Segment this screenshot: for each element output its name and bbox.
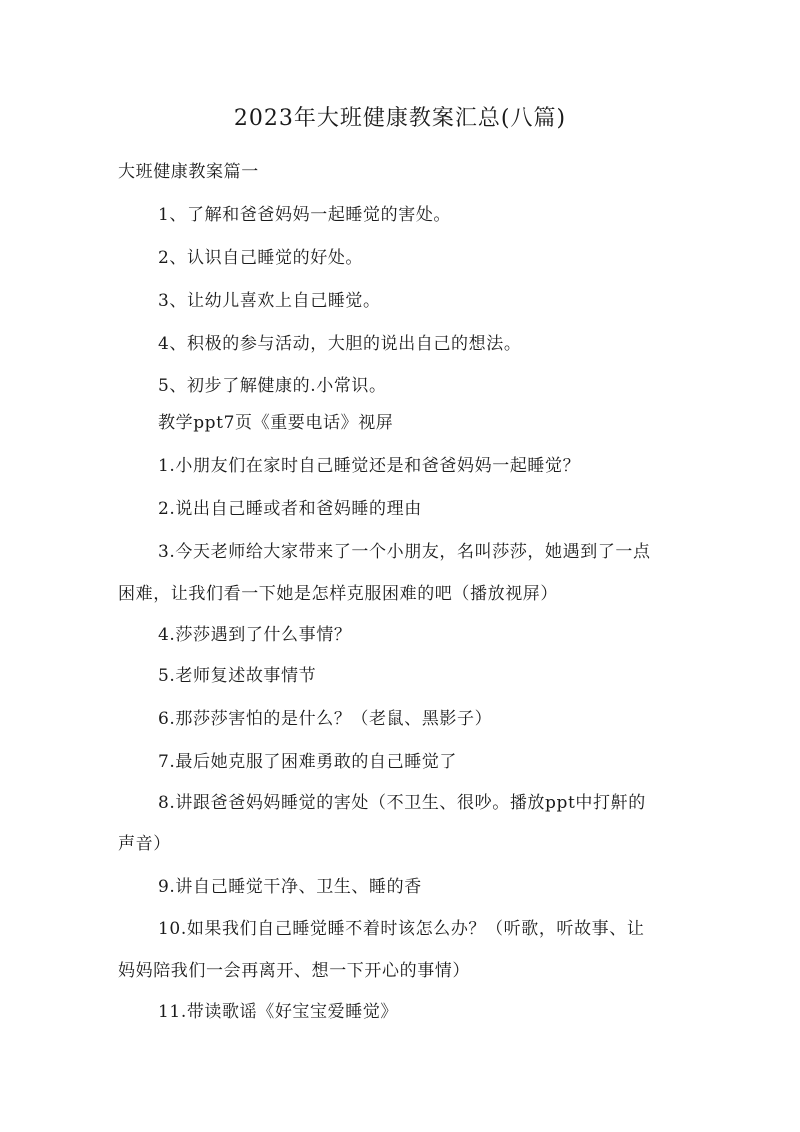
procedure-item: 11.带读歌谣《好宝宝爱睡觉》 — [158, 1002, 399, 1022]
procedure-item: 10.如果我们自己睡觉睡不着时该怎么办？（听歌，听故事、让 — [158, 919, 645, 939]
procedure-item-continued: 妈妈陪我们一会再离开、想一下开心的事情） — [118, 961, 470, 981]
procedure-item: 7.最后她克服了困难勇敢的自己睡觉了 — [158, 752, 458, 772]
objective-item: 4、积极的参与活动，大胆的说出自己的想法。 — [158, 334, 522, 354]
materials-line: 教学ppt7页《重要电话》视屏 — [158, 413, 394, 433]
procedure-item: 3.今天老师给大家带来了一个小朋友，名叫莎莎，她遇到了一点 — [158, 542, 651, 562]
objective-item: 3、让幼儿喜欢上自己睡觉。 — [158, 291, 381, 311]
procedure-item-continued: 声音） — [118, 834, 171, 854]
objective-item: 1、了解和爸爸妈妈一起睡觉的害处。 — [158, 205, 452, 225]
document-title: 2023年大班健康教案汇总(八篇) — [233, 106, 567, 131]
section-heading: 大班健康教案篇一 — [118, 162, 259, 182]
procedure-item-continued: 困难，让我们看一下她是怎样克服困难的吧（播放视屏） — [118, 584, 558, 604]
procedure-item: 2.说出自己睡或者和爸妈睡的理由 — [158, 499, 422, 519]
objective-item: 2、认识自己睡觉的好处。 — [158, 248, 364, 268]
procedure-item: 4.莎莎遇到了什么事情？ — [158, 625, 352, 645]
procedure-item: 5.老师复述故事情节 — [158, 666, 317, 686]
procedure-item: 8.讲跟爸爸妈妈睡觉的害处（不卫生、很吵。播放ppt中打鼾的 — [158, 793, 646, 813]
procedure-item: 6.那莎莎害怕的是什么？（老鼠、黑影子） — [158, 709, 493, 729]
procedure-item: 1.小朋友们在家时自己睡觉还是和爸爸妈妈一起睡觉？ — [158, 456, 581, 476]
objective-item: 5、初步了解健康的.小常识。 — [158, 376, 387, 396]
procedure-item: 9.讲自己睡觉干净、卫生、睡的香 — [158, 877, 422, 897]
